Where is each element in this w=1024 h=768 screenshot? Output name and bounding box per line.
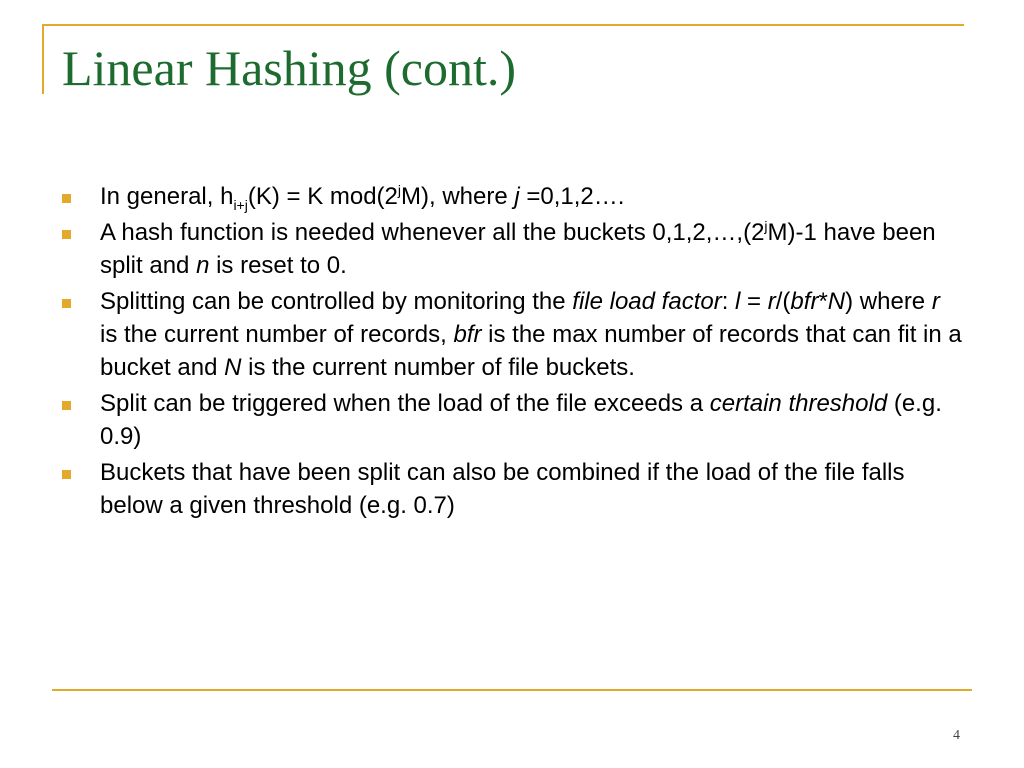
text-run: is the current number of file buckets. (241, 354, 635, 381)
text-run: = (740, 288, 768, 315)
italic-text: N (224, 354, 242, 381)
left-rule (42, 24, 44, 94)
italic-text: bfr (790, 288, 819, 315)
italic-text: bfr (453, 321, 482, 348)
text-run: : (721, 288, 736, 315)
text-run: Split can be triggered when the load of the file exceeds a (100, 390, 710, 417)
bullet-item (62, 456, 962, 522)
top-rule (42, 24, 964, 26)
text-run: A hash function is needed whenever all the buckets 0,1,2,…,(2 (100, 219, 765, 246)
square-bullet-icon (62, 230, 71, 239)
bottom-rule (52, 689, 972, 691)
text-run: =0,1,2…. (519, 183, 625, 210)
page-number: 4 (953, 728, 960, 743)
bullet-item (62, 387, 962, 453)
square-bullet-icon (62, 470, 71, 479)
bullet-text (100, 390, 942, 450)
square-bullet-icon (62, 299, 71, 308)
italic-text: r (931, 288, 940, 315)
italic-text: N (827, 288, 846, 315)
italic-text: r (767, 288, 776, 315)
text-run: /( (775, 288, 791, 315)
text-run: (e.g. 0.9) (100, 390, 942, 450)
bullet-text (100, 182, 625, 213)
italic-text: file load factor (572, 288, 722, 315)
bullet-item (62, 216, 962, 282)
text-run: M), where (401, 183, 515, 210)
text-run: is reset to 0. (209, 252, 347, 279)
italic-text: j (514, 183, 520, 210)
bullet-item (62, 180, 962, 213)
text-run: (K) = K mod(2 (247, 183, 398, 210)
italic-text: n (196, 252, 210, 279)
bullet-text (100, 288, 962, 381)
slide-title: Linear Hashing (cont.) (62, 40, 517, 96)
subscript: i+j (233, 196, 248, 213)
text-run: M)-1 have been split and (100, 219, 936, 279)
bullet-text (100, 219, 936, 279)
text-run: ) where (845, 288, 932, 315)
bullet-text (100, 459, 905, 519)
text-run: * (818, 288, 828, 315)
italic-text: l (735, 288, 741, 315)
text-run: Buckets that have been split can also be combined if the load of the file falls below a given threshold (e.g. 0.7) (100, 459, 905, 519)
superscript: j (764, 218, 768, 234)
text-run: is the current number of records, (100, 321, 454, 348)
bullet-item (62, 285, 962, 384)
square-bullet-icon (62, 401, 71, 410)
bullet-list (62, 180, 962, 525)
superscript: j (397, 182, 402, 198)
text-run: In general, h (100, 183, 234, 210)
text-run: Splitting can be controlled by monitoring the (100, 288, 573, 315)
italic-text: certain threshold (709, 390, 888, 417)
text-run: is the max number of records that can fit in a bucket and (100, 321, 962, 381)
square-bullet-icon (62, 194, 71, 203)
